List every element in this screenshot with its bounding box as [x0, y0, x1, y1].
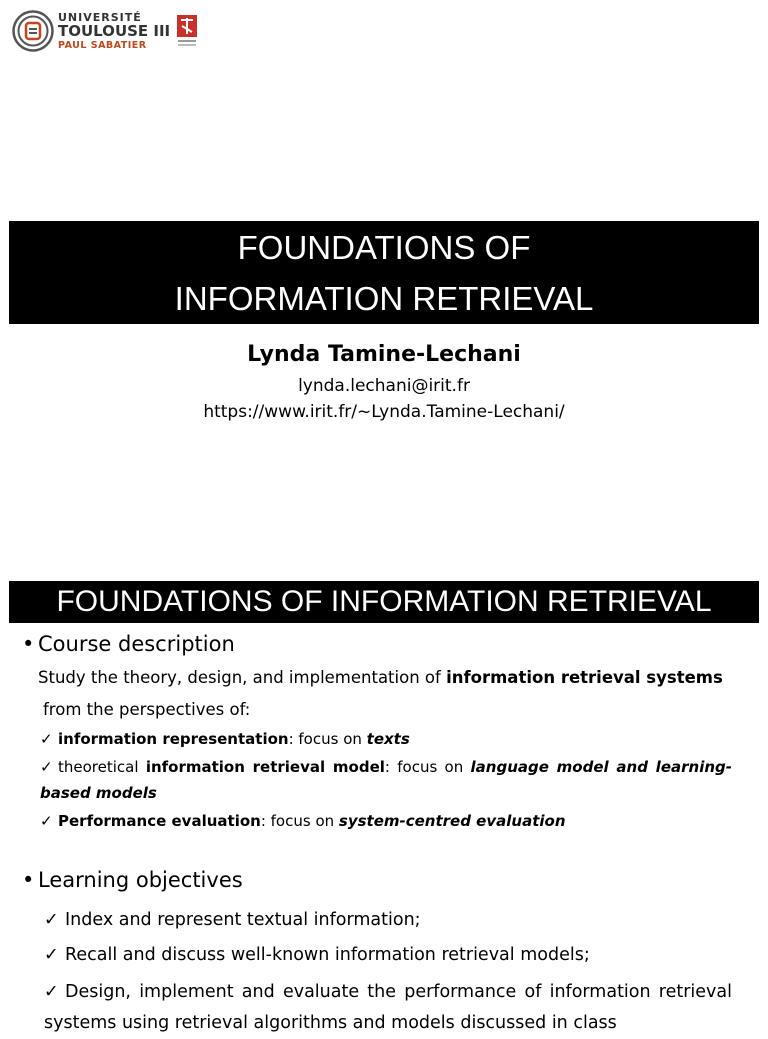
course-item — [40, 726, 732, 752]
crest-icon — [176, 14, 198, 48]
logo-line2: TOULOUSE III — [58, 21, 171, 40]
logo-line1: UNIVERSITÉ — [58, 10, 142, 24]
course-intro-prefix: Study the theory, design, and implementation of — [38, 668, 447, 687]
course-item-mid: : focus on — [384, 758, 471, 776]
university-logo — [12, 8, 198, 54]
checkmark-icon: ✓ — [40, 730, 53, 748]
course-item-focus: texts — [366, 730, 410, 748]
course-item — [40, 808, 732, 834]
learning-objectives-label: Learning objectives — [38, 868, 243, 892]
checkmark-icon: ✓ — [44, 945, 59, 965]
checkmark-icon: ✓ — [40, 812, 53, 830]
university-seal-icon — [12, 10, 54, 52]
course-item-bold: information representation — [58, 730, 289, 748]
course-intro-bold: information retrieval systems — [446, 668, 723, 687]
author-email[interactable]: lynda.lechani@irit.fr — [298, 376, 470, 396]
course-intro — [38, 668, 732, 687]
cover-title-band — [9, 221, 759, 324]
checkmark-icon: ✓ — [44, 910, 59, 930]
course-item-bold: Performance evaluation — [58, 812, 261, 830]
course-description-label: Course description — [38, 632, 235, 656]
course-item-focus: language model and learning-based models — [40, 758, 732, 802]
logo-wordmark — [58, 12, 170, 51]
checkmark-icon: ✓ — [44, 982, 59, 1002]
objective-item — [44, 977, 732, 1039]
course-description-bullet — [22, 632, 235, 656]
checkmark-icon: ✓ — [40, 758, 53, 776]
logo-line3: PAUL SABATIER — [58, 39, 147, 51]
course-item-mid: : focus on — [260, 812, 339, 830]
bullet-icon: • — [22, 632, 35, 656]
objective-text: Design, implement and evaluate the performance of information retrieval systems using retrieval algorithms and models discussed in class — [44, 982, 732, 1033]
author-url[interactable]: https://www.irit.fr/~Lynda.Tamine-Lechani/ — [203, 402, 565, 422]
objective-item — [44, 940, 732, 971]
objective-text: Recall and discuss well-known information retrieval models; — [65, 945, 590, 965]
author-name: Lynda Tamine-Lechani — [247, 342, 521, 367]
cover-title-line2: INFORMATION RETRIEVAL — [174, 279, 594, 317]
course-item-pre: theoretical — [58, 758, 146, 776]
course-intro-line2: from the perspectives of: — [43, 700, 251, 719]
course-item — [40, 754, 732, 806]
slide2-heading: FOUNDATIONS OF INFORMATION RETRIEVAL — [9, 581, 759, 623]
cover-title-line1: FOUNDATIONS OF — [237, 228, 531, 266]
objective-item — [44, 905, 732, 936]
course-item-mid: : focus on — [288, 730, 367, 748]
learning-objectives-bullet — [22, 868, 243, 892]
objective-text: Index and represent textual information; — [65, 910, 421, 930]
bullet-icon: • — [22, 868, 35, 892]
course-item-focus: system-centred evaluation — [338, 812, 566, 830]
course-item-bold: information retrieval model — [145, 758, 385, 776]
